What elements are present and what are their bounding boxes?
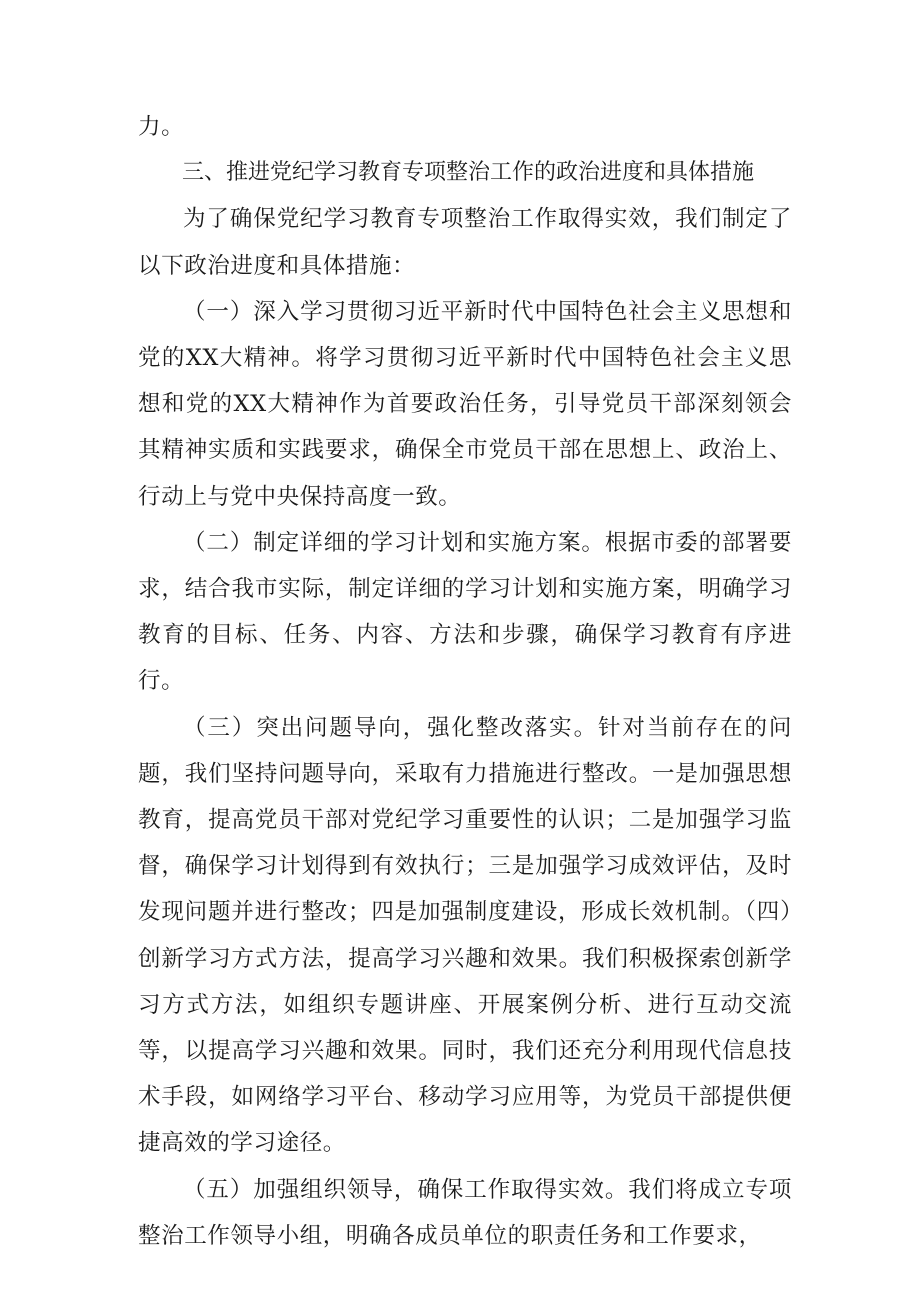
paragraph-item-3-4: （三）突出问题导向，强化整改落实。针对当前存在的问题，我们坚持问题导向，采取有力措施进行整改。一是加强思想教育，提高党员干部对党纪学习重要性的认识；二是加强学习监督，确保学习计划得到有效执行；三是加强学习成效评估，及时发现问题并进行整改；四是加强制度建设，形成长效机制。（四）创新学习方式方法，提高学习兴趣和效果。我们积极探索创新学习方式方法，如组织专题讲座、开展案例分析、进行互动交流等，以提高学习兴趣和效果。同时，我们还充分利用现代信息技术手段，如网络学习平台、移动学习应用等，为党员干部提供便捷高效的学习途径。: [138, 714, 792, 1157]
paragraph-item-1: （一）深入学习贯彻习近平新时代中国特色社会主义思想和党的XX大精神。将学习贯彻习近平新时代中国特色社会主义思想和党的XX大精神作为首要政治任务，引导党员干部深刻领会其精神实质和实践要求，确保全市党员干部在思想上、政治上、行动上与党中央保持高度一致。: [138, 298, 792, 510]
paragraph-item-5: （五）加强组织领导，确保工作取得实效。我们将成立专项整治工作领导小组，明确各成员单位的职责任务和工作要求，: [138, 1176, 792, 1249]
paragraph-intro: 为了确保党纪学习教育专项整治工作取得实效，我们制定了以下政治进度和具体措施：: [138, 206, 792, 279]
paragraph-item-2: （二）制定详细的学习计划和实施方案。根据市委的部署要求，结合我市实际，制定详细的学习计划和实施方案，明确学习教育的目标、任务、内容、方法和步骤，确保学习教育有序进行。: [138, 529, 792, 695]
continuation-text: 力。: [138, 114, 185, 140]
document-page: [138, 104, 792, 1259]
section-heading: 三、推进党纪学习教育专项整治工作的政治进度和具体措施: [182, 160, 755, 186]
